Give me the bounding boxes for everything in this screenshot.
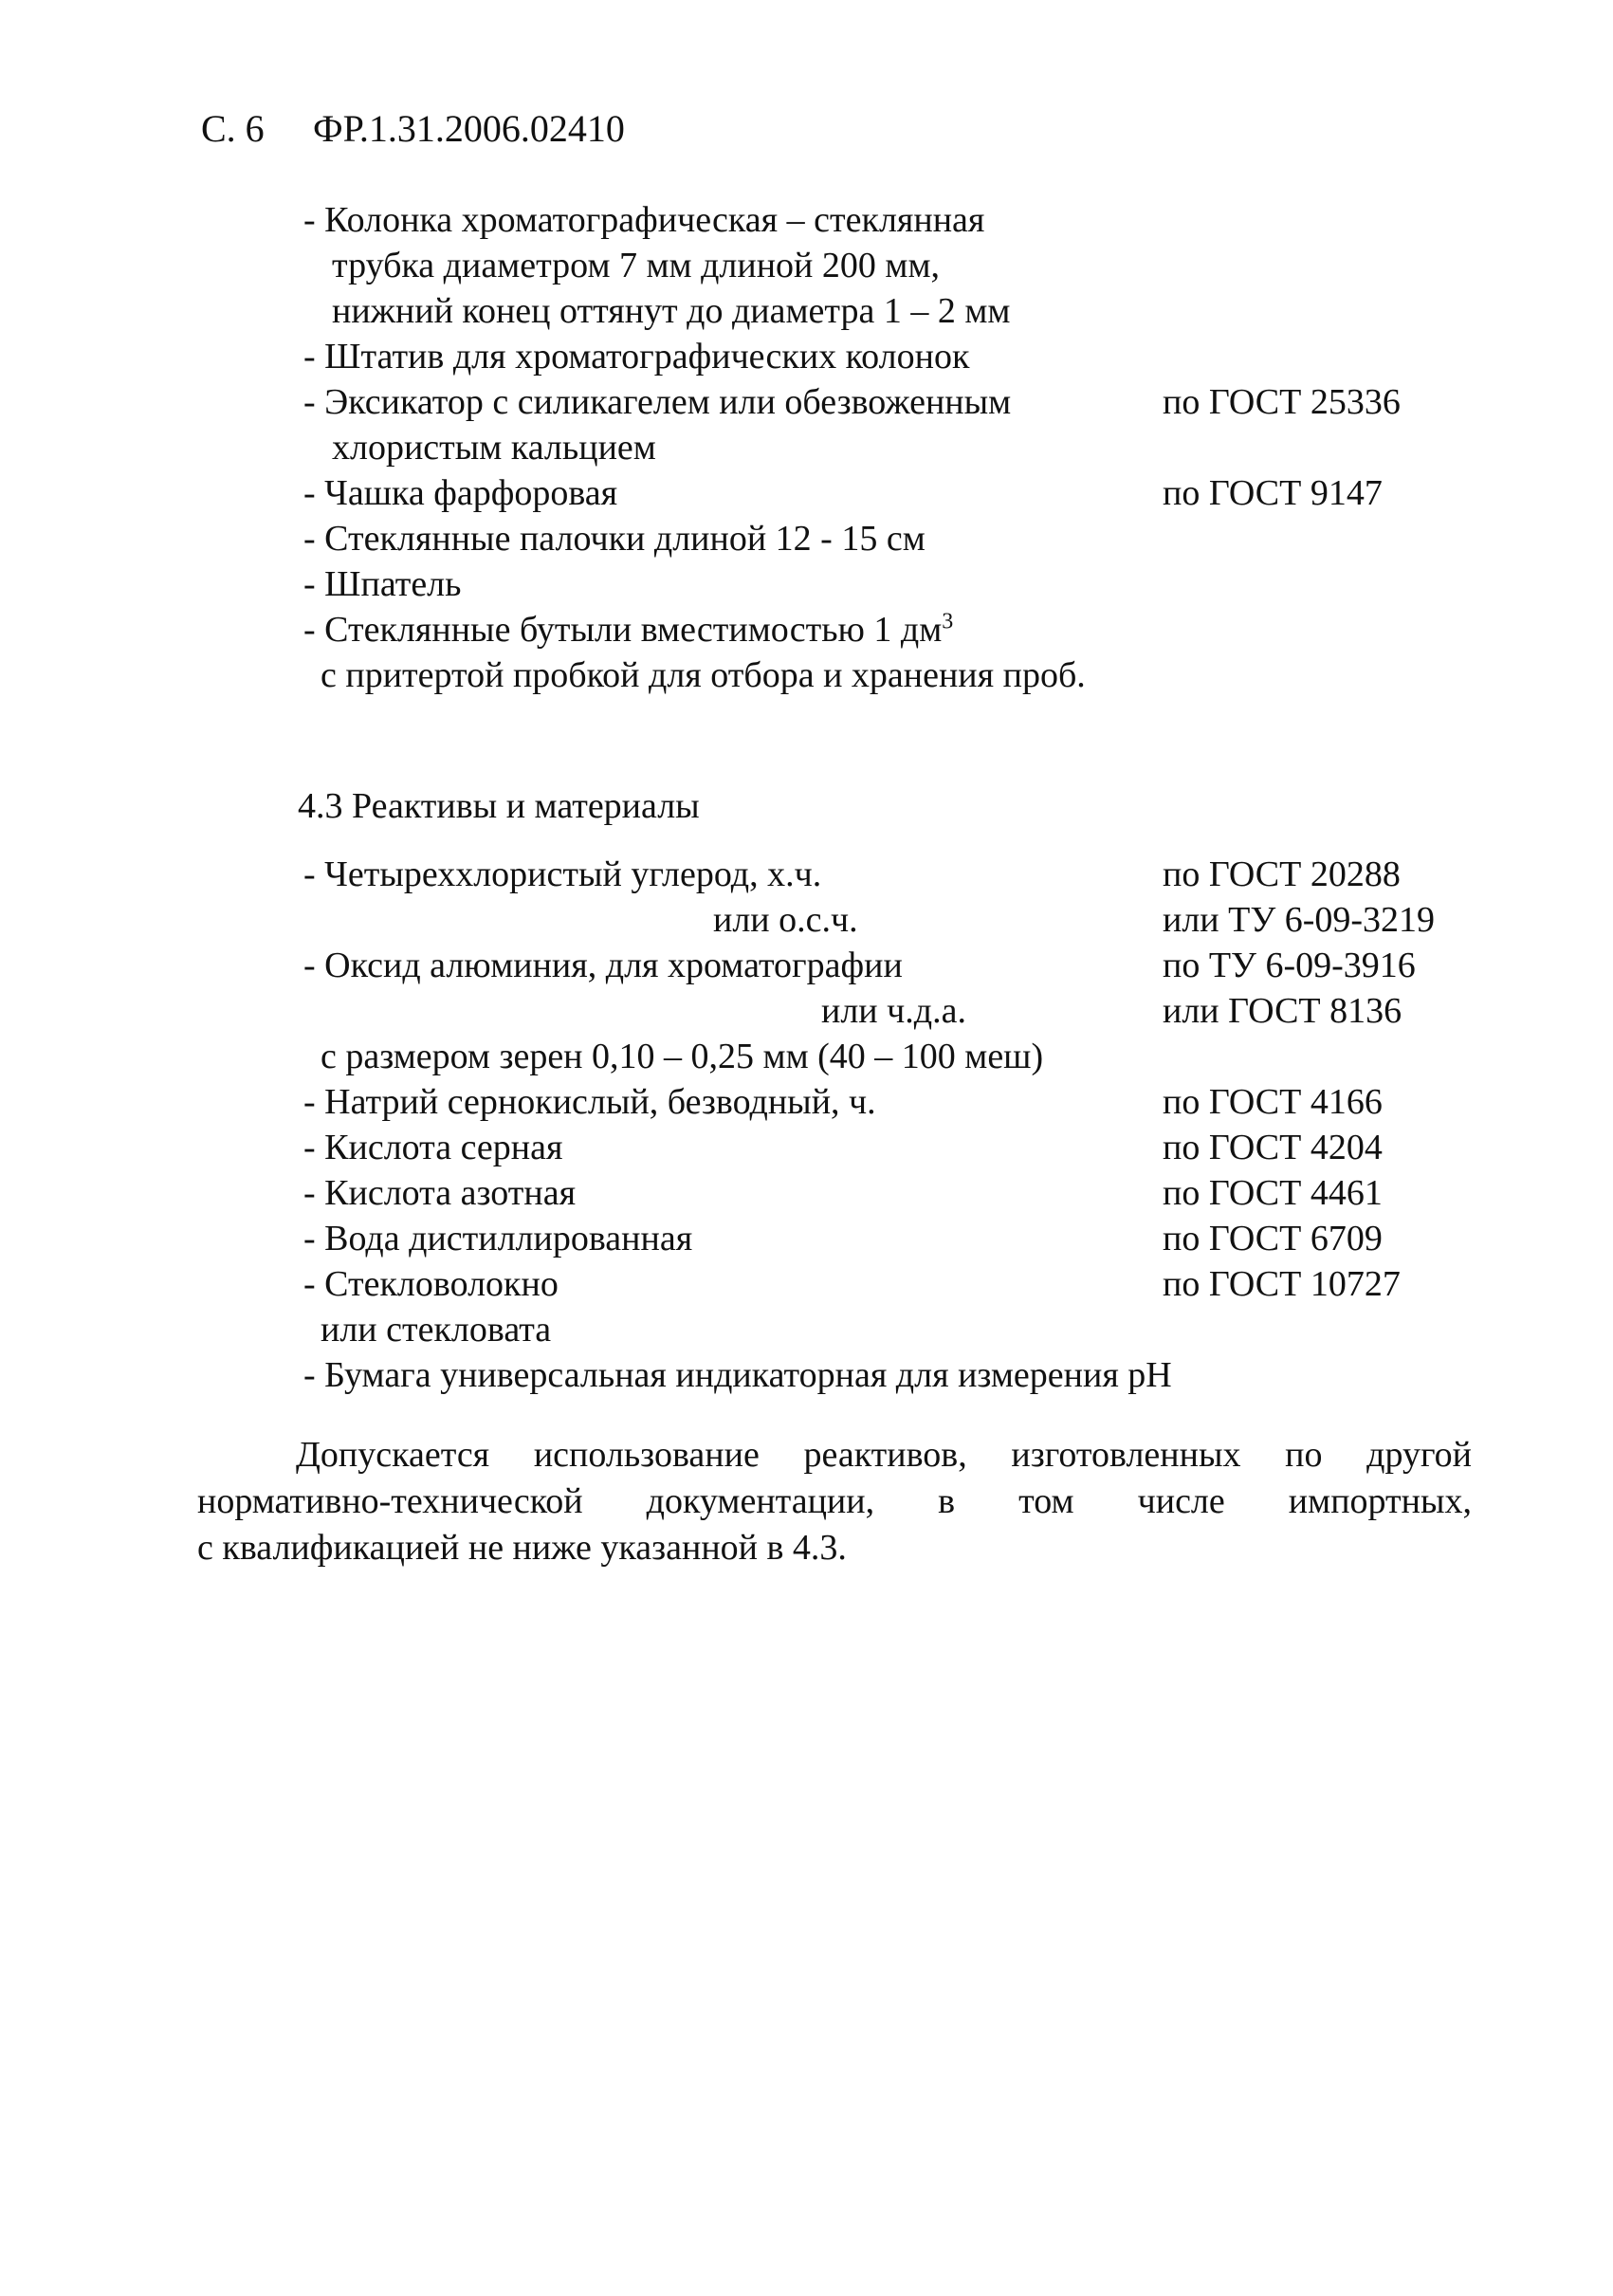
equipment-desiccator: - Эксикатор с силикагелем или обезвоженным xyxy=(303,382,1012,422)
list-item xyxy=(0,852,1613,897)
equipment-desiccator-line2: хлористым кальцием xyxy=(332,428,656,468)
note-line-1: Допускается использование реактивов, изготовленных по другой xyxy=(296,1435,1472,1475)
reagent-alumina-alt-ref: или ГОСТ 8136 xyxy=(1163,991,1402,1031)
equipment-stand: - Штатив для хроматографических колонок xyxy=(303,337,970,377)
list-item-continuation xyxy=(0,243,1613,288)
reagent-alumina-size: с размером зерен 0,10 – 0,25 мм (40 – 100 меш) xyxy=(321,1037,1044,1076)
list-item xyxy=(0,561,1613,607)
list-item-continuation xyxy=(0,288,1613,334)
reagents-list xyxy=(0,852,1613,1398)
reagent-sulfuric-acid: - Кислота серная xyxy=(303,1128,563,1167)
note-line-2: нормативно-технической документации, в том числе импортных, xyxy=(197,1481,1472,1521)
reagent-ccl4-alt: или о.с.ч. xyxy=(713,900,858,940)
equipment-list xyxy=(0,197,1613,698)
list-item xyxy=(0,470,1613,516)
equipment-bottles-superscript: 3 xyxy=(942,609,954,634)
list-item xyxy=(0,1216,1613,1261)
equipment-desiccator-ref: по ГОСТ 25336 xyxy=(1163,382,1401,422)
list-item xyxy=(0,1170,1613,1216)
equipment-bottles-line2: с притертой пробкой для отбора и хранения проб. xyxy=(321,655,1086,695)
reagent-sodium-sulfate-ref: по ГОСТ 4166 xyxy=(1163,1082,1383,1122)
page-header xyxy=(201,106,625,152)
equipment-column-line2: трубка диаметром 7 мм длиной 200 мм, xyxy=(332,246,940,285)
reagent-alumina-ref: по ТУ 6-09-3916 xyxy=(1163,946,1416,985)
reagent-sodium-sulfate: - Натрий сернокислый, безводный, ч. xyxy=(303,1082,876,1122)
reagent-sulfuric-acid-ref: по ГОСТ 4204 xyxy=(1163,1128,1383,1167)
note-paragraph xyxy=(197,1432,1472,1571)
list-item-continuation xyxy=(0,425,1613,470)
reagent-alumina-alt: или ч.д.а. xyxy=(821,991,966,1031)
equipment-bottles-text: - Стеклянные бутыли вместимостью 1 дм xyxy=(303,610,943,650)
list-item-continuation xyxy=(0,1034,1613,1079)
list-item xyxy=(0,334,1613,379)
reagent-fiberglass: - Стекловолокно xyxy=(303,1264,559,1304)
list-item xyxy=(0,379,1613,425)
list-item xyxy=(0,1352,1613,1398)
equipment-cup-ref: по ГОСТ 9147 xyxy=(1163,473,1383,513)
page-number: С. 6 xyxy=(201,107,265,150)
reagent-distilled-water: - Вода дистиллированная xyxy=(303,1219,693,1258)
equipment-column-line3: нижний конец оттянут до диаметра 1 – 2 мм xyxy=(332,291,1011,331)
reagent-ccl4: - Четыреххлористый углерод, х.ч. xyxy=(303,854,822,894)
list-item xyxy=(0,943,1613,988)
list-item xyxy=(0,1125,1613,1170)
list-item xyxy=(0,1261,1613,1307)
list-item-continuation xyxy=(0,652,1613,698)
reagent-ph-paper: - Бумага универсальная индикаторная для измерения pH xyxy=(303,1355,1172,1395)
list-item xyxy=(0,516,1613,561)
equipment-spatula: - Шпатель xyxy=(303,564,462,604)
list-item xyxy=(0,1079,1613,1125)
reagent-ccl4-alt-ref: или ТУ 6-09-3219 xyxy=(1163,900,1436,940)
reagent-distilled-water-ref: по ГОСТ 6709 xyxy=(1163,1219,1383,1258)
list-item-alternative xyxy=(0,897,1613,943)
list-item-continuation xyxy=(0,1307,1613,1352)
list-item-alternative xyxy=(0,988,1613,1034)
reagent-alumina: - Оксид алюминия, для хроматографии xyxy=(303,946,903,985)
document-code: ФР.1.31.2006.02410 xyxy=(313,107,625,150)
reagent-fiberglass-alt: или стекловата xyxy=(321,1310,552,1350)
equipment-cup: - Чашка фарфоровая xyxy=(303,473,618,513)
note-line-3: с квалификацией не ниже указанной в 4.3. xyxy=(197,1528,847,1568)
list-item xyxy=(0,607,1613,652)
reagent-ccl4-ref: по ГОСТ 20288 xyxy=(1163,854,1401,894)
reagent-nitric-acid-ref: по ГОСТ 4461 xyxy=(1163,1173,1383,1213)
equipment-bottles xyxy=(303,607,953,652)
reagent-fiberglass-ref: по ГОСТ 10727 xyxy=(1163,1264,1401,1304)
equipment-rods: - Стеклянные палочки длиной 12 - 15 см xyxy=(303,519,926,559)
list-item xyxy=(0,197,1613,243)
reagent-nitric-acid: - Кислота азотная xyxy=(303,1173,577,1213)
equipment-column-line1: - Колонка хроматографическая – стеклянная xyxy=(303,200,985,240)
section-title: 4.3 Реактивы и материалы xyxy=(298,786,700,826)
